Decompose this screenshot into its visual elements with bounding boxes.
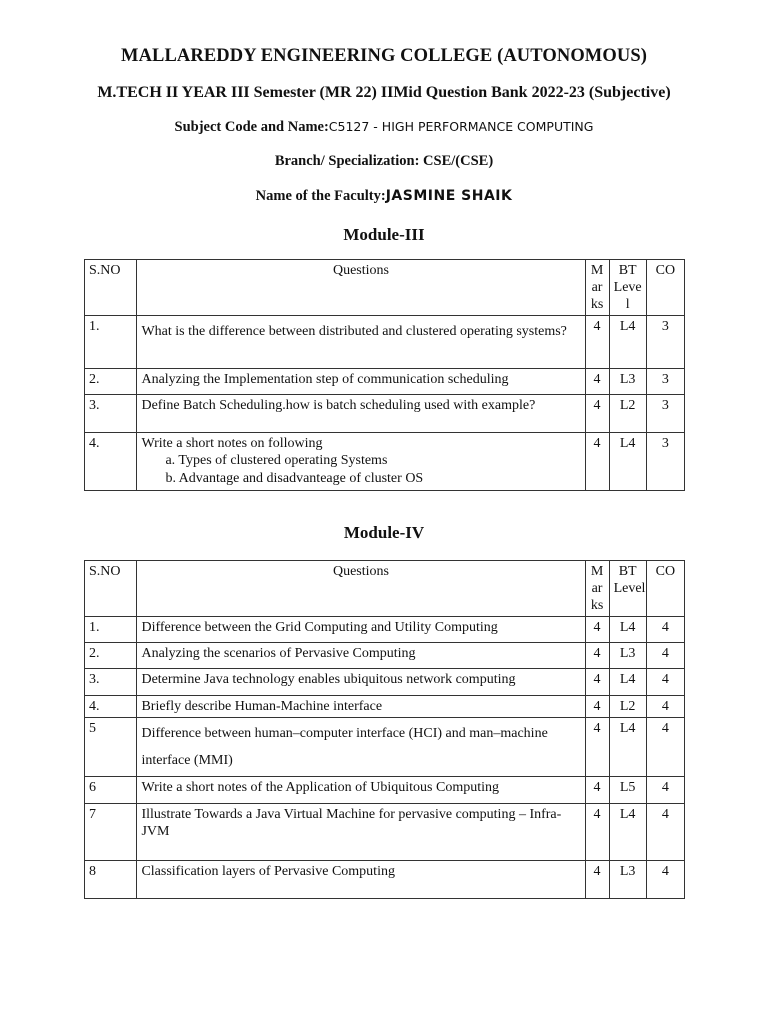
row-marks: 4 [585, 696, 609, 718]
table-row [85, 643, 685, 669]
branch-line: Branch/ Specialization: CSE/(CSE) [274, 153, 494, 169]
sub-question-b: b. Advantage and disadvanteage of cluster OS [165, 471, 424, 486]
row-question: Determine Java technology enables ubiquitous network computing [137, 669, 585, 696]
row-sno: 5 [85, 718, 137, 777]
row-marks: 4 [585, 669, 609, 696]
row-bt: L3 [609, 643, 646, 669]
row-marks: 4 [585, 804, 609, 861]
row-bt: L2 [609, 696, 646, 718]
row-question: Difference between human–computer interface (HCI) and man–machine interface (MMI) [137, 718, 585, 777]
row-marks: 4 [585, 433, 609, 491]
table-row [85, 861, 685, 899]
row-question: Classification layers of Pervasive Computing [137, 861, 585, 899]
subject-value: C5127 - HIGH PERFORMANCE COMPUTING [328, 119, 594, 134]
table-row [85, 369, 685, 395]
row-bt: L4 [609, 316, 646, 369]
row-question: What is the difference between distributed and clustered operating systems? [137, 316, 585, 369]
row-co: 4 [646, 696, 684, 718]
table-row [85, 316, 685, 369]
row-question: Briefly describe Human-Machine interface [137, 696, 585, 718]
row-bt: L5 [609, 777, 646, 804]
row-marks: 4 [585, 316, 609, 369]
table-row [85, 433, 685, 491]
subject-line [0, 119, 768, 136]
col-bt-header: BT Level [609, 561, 646, 617]
table-row [85, 777, 685, 804]
row-co: 4 [646, 617, 684, 643]
row-marks: 4 [585, 617, 609, 643]
row-question: Define Batch Scheduling.how is batch scheduling used with example? [137, 395, 585, 433]
module-iii-table [84, 259, 685, 491]
row-question: Analyzing the Implementation step of communication scheduling [137, 369, 585, 395]
col-marks-header: M ar ks [585, 260, 609, 316]
col-co-header: CO [646, 260, 684, 316]
table-header-row [85, 260, 685, 316]
table-row [85, 696, 685, 718]
row-co: 4 [646, 861, 684, 899]
row-sno: 8 [85, 861, 137, 899]
row-marks: 4 [585, 395, 609, 433]
row-marks: 4 [585, 643, 609, 669]
row-marks: 4 [585, 369, 609, 395]
row-bt: L3 [609, 369, 646, 395]
table-row [85, 718, 685, 777]
row-marks: 4 [585, 777, 609, 804]
row-marks: 4 [585, 861, 609, 899]
row-co: 4 [646, 777, 684, 804]
row-bt: L4 [609, 804, 646, 861]
subject-label: Subject Code and Name: [174, 119, 329, 135]
row-sno: 4. [85, 433, 137, 491]
row-bt: L4 [609, 433, 646, 491]
table-header-row [85, 561, 685, 617]
sub-question-a: a. Types of clustered operating Systems [165, 453, 388, 468]
row-co: 3 [646, 395, 684, 433]
sub-question-list [141, 452, 580, 488]
row-bt: L4 [609, 669, 646, 696]
col-marks-header: M ar ks [585, 561, 609, 617]
row-marks: 4 [585, 718, 609, 777]
row-sno: 1. [85, 316, 137, 369]
row-co: 3 [646, 316, 684, 369]
row-question [137, 433, 585, 491]
row-sno: 3. [85, 669, 137, 696]
row-sno: 1. [85, 617, 137, 643]
col-bt-header: BT Leve l [609, 260, 646, 316]
table-row [85, 617, 685, 643]
row-co: 3 [646, 433, 684, 491]
row-co: 3 [646, 369, 684, 395]
faculty-label: Name of the Faculty: [255, 188, 386, 204]
row-sno: 6 [85, 777, 137, 804]
module-iv-heading: Module-IV [343, 523, 425, 542]
row-sno: 3. [85, 395, 137, 433]
row-co: 4 [646, 643, 684, 669]
col-questions-header: Questions [137, 260, 585, 316]
faculty-value: JASMINE SHAIK [385, 188, 513, 204]
row-bt: L2 [609, 395, 646, 433]
row-bt: L4 [609, 617, 646, 643]
faculty-line [0, 188, 768, 205]
table-row [85, 804, 685, 861]
row-co: 4 [646, 669, 684, 696]
row-question: Difference between the Grid Computing and Utility Computing [137, 617, 585, 643]
row-co: 4 [646, 718, 684, 777]
row-sno: 4. [85, 696, 137, 718]
col-sno-header: S.NO [85, 260, 137, 316]
row-question: Illustrate Towards a Java Virtual Machine for pervasive computing – Infra-JVM [137, 804, 585, 861]
row-question: Write a short notes of the Application of Ubiquitous Computing [137, 777, 585, 804]
col-questions-header: Questions [137, 561, 585, 617]
module-iv-table [84, 560, 685, 899]
row-bt: L3 [609, 861, 646, 899]
col-co-header: CO [646, 561, 684, 617]
row-question: Analyzing the scenarios of Pervasive Computing [137, 643, 585, 669]
row-sno: 2. [85, 369, 137, 395]
college-title: MALLAREDDY ENGINEERING COLLEGE (AUTONOMOUS) [121, 46, 647, 66]
row-co: 4 [646, 804, 684, 861]
course-title: M.TECH II YEAR III Semester (MR 22) IIMid Question Bank 2022-23 (Subjective) [97, 84, 671, 101]
row-bt: L4 [609, 718, 646, 777]
col-sno-header: S.NO [85, 561, 137, 617]
module-iii-heading: Module-III [343, 225, 425, 244]
row-sno: 7 [85, 804, 137, 861]
table-row [85, 669, 685, 696]
table-row [85, 395, 685, 433]
row-sno: 2. [85, 643, 137, 669]
row-question-text: Write a short notes on following [141, 436, 323, 451]
